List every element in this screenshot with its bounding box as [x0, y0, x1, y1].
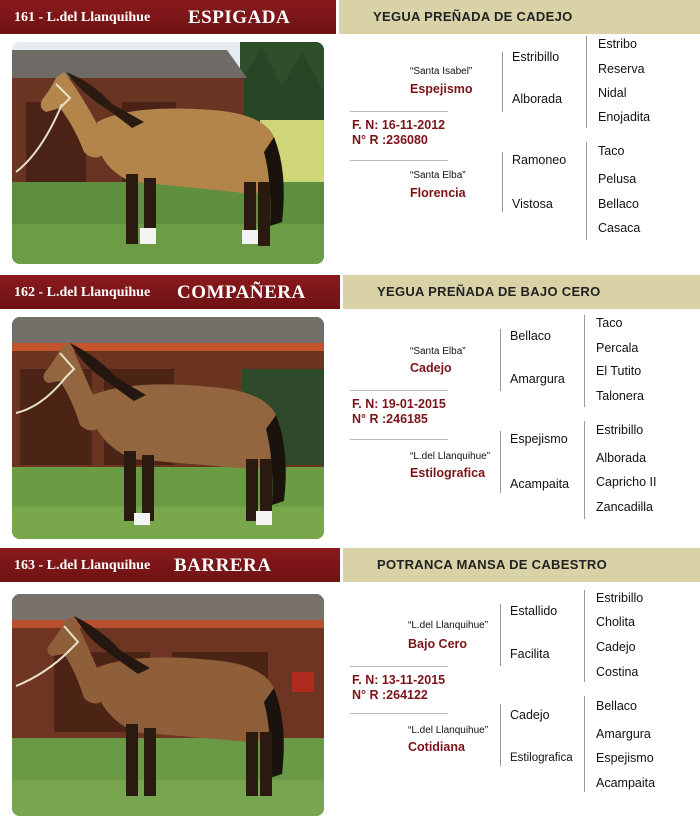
dam-breeder: “L.del Llanquihue”: [408, 725, 489, 736]
great-grandparent: Cholita: [596, 615, 635, 629]
grandsire: Ramoneo: [512, 153, 567, 167]
great-grandparent: Acampaita: [596, 776, 656, 790]
category-bar: [340, 275, 700, 309]
sire-breeder: “Santa Isabel”: [410, 66, 473, 77]
granddam: Acampaita: [510, 477, 570, 491]
category-label: YEGUA PREÑADA DE CADEJO: [373, 9, 573, 24]
pedigree-bracket: [586, 36, 587, 128]
pedigree-bracket: [584, 590, 585, 682]
divider: [350, 666, 448, 667]
great-grandparent: Pelusa: [598, 172, 637, 186]
pedigree-bracket: [500, 431, 501, 493]
granddam: Amargura: [510, 372, 565, 386]
pedigree-bracket: [584, 696, 585, 792]
birth-date: F. N: 16-11-2012: [352, 118, 446, 132]
registration-block: [352, 397, 446, 427]
grandsire: Estribillo: [512, 50, 560, 64]
great-grandparent: Enojadita: [598, 110, 651, 124]
grandsire: Cadejo: [510, 708, 550, 722]
dam-name: Cotidiana: [408, 740, 465, 754]
sire-name: Bajo Cero: [408, 637, 468, 651]
pedigree-bracket: [500, 704, 501, 766]
pedigree-bracket: [500, 604, 501, 666]
great-grandparent: Casaca: [598, 221, 641, 235]
granddam: Estilografica: [510, 752, 573, 764]
lot-161: [0, 0, 700, 272]
lot-162: [0, 275, 700, 547]
great-grandparent: Estribo: [598, 37, 637, 51]
horse-photo: [12, 594, 324, 816]
category-label: YEGUA PREÑADA DE BAJO CERO: [377, 284, 601, 299]
great-grandparent: El Tutito: [596, 364, 642, 378]
horse-name: ESPIGADA: [188, 7, 291, 28]
grandsire: Bellaco: [510, 329, 551, 343]
registration-block: [352, 118, 445, 148]
divider: [350, 713, 448, 714]
sire-name: Cadejo: [410, 361, 452, 375]
great-grandparent: Talonera: [596, 389, 644, 403]
great-grandparent: Zancadilla: [596, 500, 653, 514]
dam-breeder: “Santa Elba”: [410, 170, 466, 181]
great-grandparent: Bellaco: [598, 197, 639, 211]
registry-number: N° R :236080: [352, 133, 428, 147]
pedigree-bracket: [584, 421, 585, 519]
horse-illustration: [12, 594, 324, 816]
birth-date: F. N: 13-11-2015: [352, 673, 446, 687]
category-bar: [340, 548, 700, 582]
lot-header: [0, 0, 336, 34]
pedigree-bracket: [584, 315, 585, 407]
pedigree-bracket: [502, 52, 503, 112]
great-grandparent: Estribillo: [596, 591, 644, 605]
horse-photo: [12, 42, 324, 264]
horse-illustration: [12, 317, 324, 539]
horse-illustration: [12, 42, 324, 264]
great-grandparent: Estribillo: [596, 423, 644, 437]
great-grandparent: Cadejo: [596, 640, 636, 654]
horse-name: BARRERA: [174, 555, 272, 576]
registry-number: N° R :246185: [352, 412, 428, 426]
divider: [350, 160, 448, 161]
great-grandparent: Nidal: [598, 86, 627, 100]
dam-name: Florencia: [410, 186, 466, 200]
horse-photo: [12, 317, 324, 539]
horse-name: COMPAÑERA: [177, 282, 306, 303]
pedigree-bracket: [500, 329, 501, 391]
great-grandparent: Taco: [596, 316, 623, 330]
registration-block: [352, 673, 445, 703]
registry-number: N° R :264122: [352, 688, 428, 702]
lot-number: 161 - L.del Llanquihue: [14, 10, 151, 25]
category-label: POTRANCA MANSA DE CABESTRO: [377, 557, 608, 572]
lot-number: 162 - L.del Llanquihue: [14, 285, 151, 300]
lot-header: [0, 548, 340, 582]
lot-header: [0, 275, 340, 309]
great-grandparent: Espejismo: [596, 751, 654, 765]
divider: [350, 111, 448, 112]
great-grandparent: Reserva: [598, 62, 645, 76]
granddam: Vistosa: [512, 197, 553, 211]
sire-name: Espejismo: [410, 82, 473, 96]
lot-number: 163 - L.del Llanquihue: [14, 558, 151, 573]
granddam: Alborada: [512, 92, 563, 106]
grandsire: Estallido: [510, 604, 558, 618]
pedigree-bracket: [502, 152, 503, 212]
sire-breeder: “L.del Llanquihue”: [408, 620, 489, 631]
great-grandparent: Percala: [596, 341, 639, 355]
divider: [350, 390, 448, 391]
birth-date: F. N: 19-01-2015: [352, 397, 446, 411]
great-grandparent: Capricho II: [596, 475, 657, 489]
sire-breeder: “Santa Elba”: [410, 346, 466, 357]
grandsire: Espejismo: [510, 432, 568, 446]
dam-name: Estilografica: [410, 466, 486, 480]
category-bar: [336, 0, 700, 34]
granddam: Facilita: [510, 647, 550, 661]
lot-163: [0, 548, 700, 818]
divider: [350, 439, 448, 440]
great-grandparent: Costina: [596, 665, 639, 679]
dam-breeder: “L.del Llanquihue”: [410, 451, 491, 462]
great-grandparent: Amargura: [596, 727, 651, 741]
great-grandparent: Taco: [598, 144, 625, 158]
great-grandparent: Alborada: [596, 451, 647, 465]
great-grandparent: Bellaco: [596, 699, 637, 713]
pedigree-bracket: [586, 142, 587, 240]
